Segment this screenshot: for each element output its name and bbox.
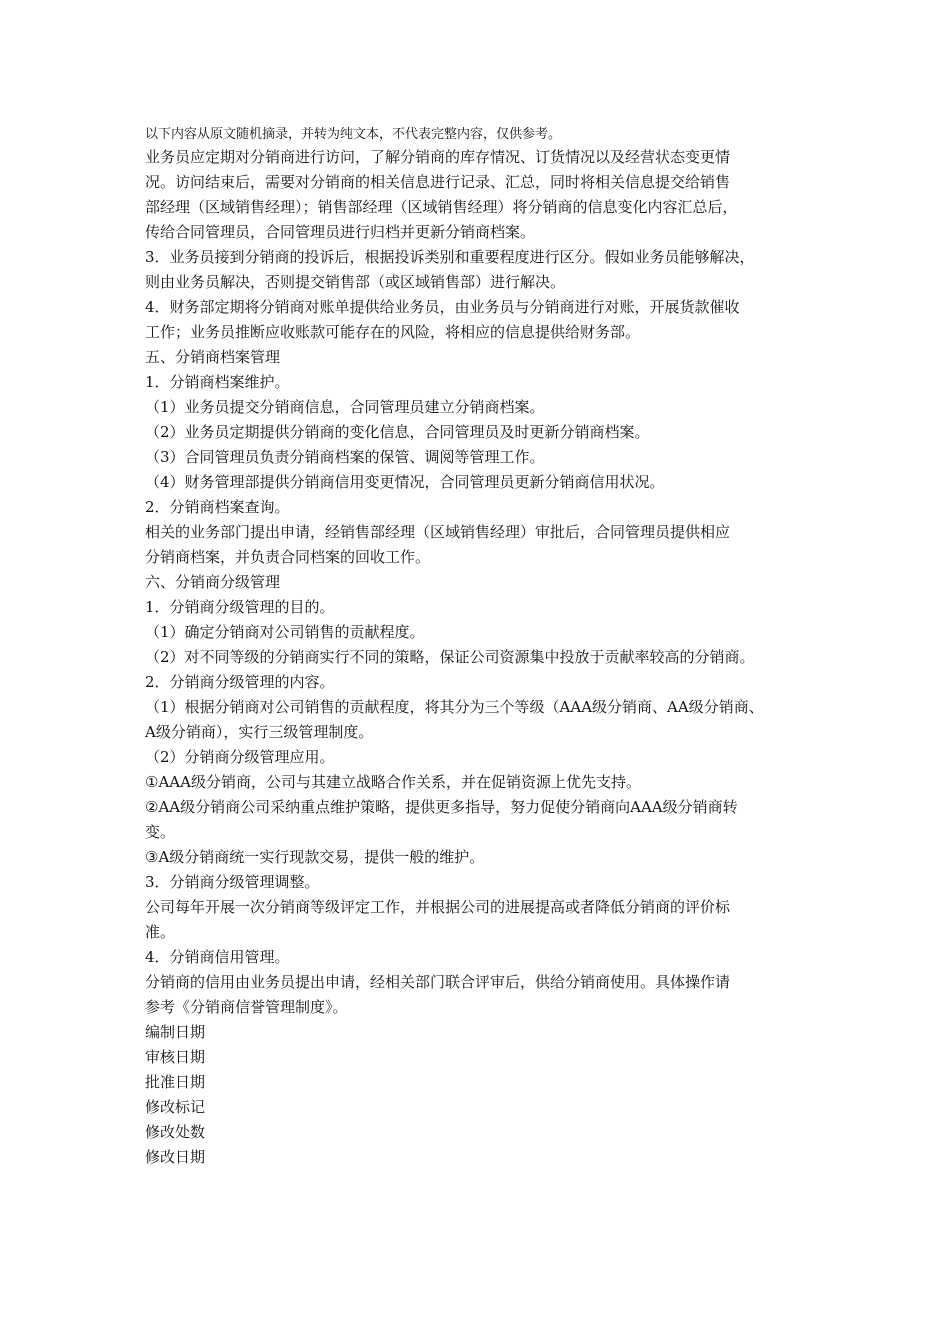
text-line: 业务员应定期对分销商进行访问，了解分销商的库存情况、订货情况以及经营状态变更情 [145, 148, 731, 166]
section-heading: 五、分销商档案管理 [145, 348, 281, 366]
field-label-revision-count: 修改处数 [145, 1123, 206, 1141]
text-line: 2．分销商档案查询。 [145, 498, 290, 516]
text-line: （1）确定分销商对公司销售的贡献程度。 [145, 623, 425, 641]
text-line: 4．财务部定期将分销商对账单提供给业务员，由业务员与分销商进行对账，开展货款催收 [145, 298, 740, 316]
text-line: 2．分销商分级管理的内容。 [145, 673, 335, 691]
text-line: A级分销商），实行三级管理制度。 [145, 723, 374, 741]
field-label-approval-date: 批准日期 [145, 1073, 206, 1091]
text-line: 则由业务员解决，否则提交销售部（或区域销售部）进行解决。 [145, 273, 566, 291]
text-line: （1）业务员提交分销商信息，合同管理员建立分销商档案。 [145, 398, 545, 416]
text-line: 分销商档案，并负责合同档案的回收工作。 [145, 548, 431, 566]
excerpt-note: 以下内容从原文随机摘录，并转为纯文本，不代表完整内容，仅供参考。 [145, 127, 562, 142]
text-line: （3）合同管理员负责分销商档案的保管、调阅等管理工作。 [145, 448, 545, 466]
text-line: 变。 [145, 823, 176, 841]
field-label-prepared-date: 编制日期 [145, 1023, 206, 1041]
text-line: 4．分销商信用管理。 [145, 948, 290, 966]
document-text [145, 145, 825, 1170]
text-line: （2）业务员定期提供分销商的变化信息，合同管理员及时更新分销商档案。 [145, 423, 650, 441]
text-line: 准。 [145, 923, 176, 941]
text-line: 传给合同管理员，合同管理员进行归档并更新分销商档案。 [145, 223, 536, 241]
text-line: 公司每年开展一次分销商等级评定工作，并根据公司的进展提高或者降低分销商的评价标 [145, 898, 731, 916]
text-line: （2）对不同等级的分销商实行不同的策略，保证公司资源集中投放于贡献率较高的分销商。 [145, 648, 755, 666]
document-body [145, 125, 825, 1170]
text-line: （1）根据分销商对公司销售的贡献程度，将其分为三个等级（AAA级分销商、AA级分销商、 [145, 698, 764, 716]
text-line: ②AA级分销商公司采纳重点维护策略，提供更多指导，努力促使分销商向AAA级分销商转 [145, 798, 738, 816]
text-line: 3．分销商分级管理调整。 [145, 873, 320, 891]
text-line: ③A级分销商统一实行现款交易，提供一般的维护。 [145, 848, 485, 866]
text-line: 相关的业务部门提出申请，经销售部经理（区域销售经理）审批后，合同管理员提供相应 [145, 523, 731, 541]
text-line: 1．分销商档案维护。 [145, 373, 290, 391]
field-label-revision-mark: 修改标记 [145, 1098, 206, 1116]
text-line: 1．分销商分级管理的目的。 [145, 598, 335, 616]
field-label-revision-date: 修改日期 [145, 1148, 206, 1166]
text-line: 部经理（区域销售经理）；销售部经理（区域销售经理）将分销商的信息变化内容汇总后， [145, 198, 738, 216]
text-line: 工作；业务员推断应收账款可能存在的风险，将相应的信息提供给财务部。 [145, 323, 641, 341]
text-line: （4）财务管理部提供分销商信用变更情况，合同管理员更新分销商信用状况。 [145, 473, 665, 491]
text-line: 参考《分销商信誉管理制度》。 [145, 998, 348, 1016]
text-line: 3．业务员接到分销商的投诉后，根据投诉类别和重要程度进行区分。假如业务员能够解决， [145, 248, 755, 266]
text-line: 况。访问结束后，需要对分销商的相关信息进行记录、汇总，同时将相关信息提交给销售 [145, 173, 731, 191]
text-line: （2）分销商分级管理应用。 [145, 748, 335, 766]
text-line: ①AAA级分销商，公司与其建立战略合作关系，并在促销资源上优先支持。 [145, 773, 641, 791]
text-line: 分销商的信用由业务员提出申请，经相关部门联合评审后，供给分销商使用。具体操作请 [145, 973, 731, 991]
section-heading: 六、分销商分级管理 [145, 573, 281, 591]
field-label-review-date: 审核日期 [145, 1048, 206, 1066]
